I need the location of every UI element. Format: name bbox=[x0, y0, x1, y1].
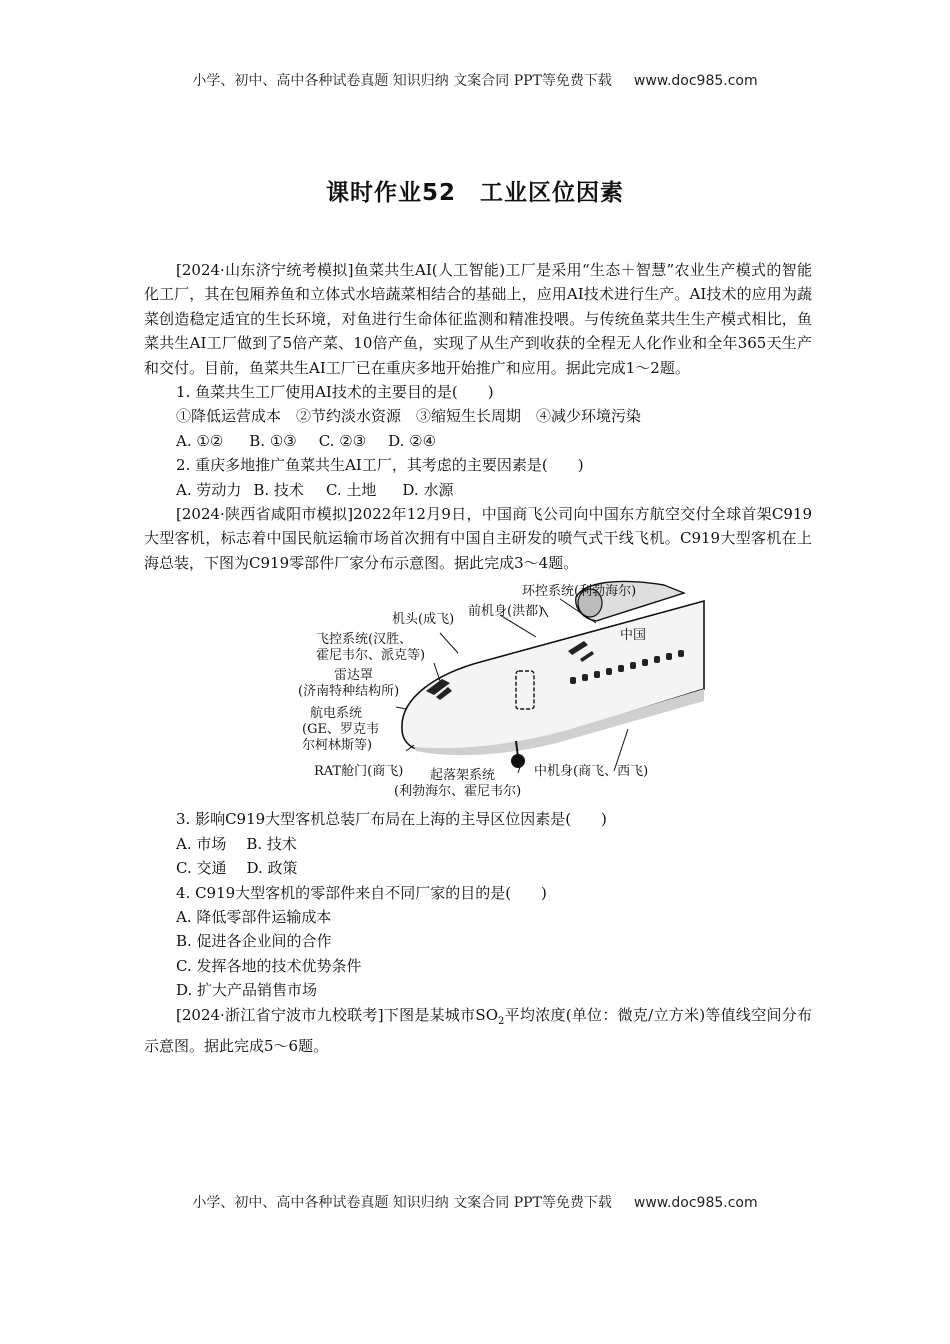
question-1-stem: 1. 鱼菜共生工厂使用AI技术的主要目的是( ) bbox=[176, 383, 494, 402]
header-site: www.doc985.com bbox=[633, 73, 758, 89]
label-avionics-3: 尔柯林斯等) bbox=[302, 738, 373, 754]
main-content bbox=[144, 258, 812, 1058]
label-env-control: 环控系统(利勃海尔) bbox=[522, 584, 637, 600]
q4-option-a: A. 降低零部件运输成本 bbox=[176, 907, 332, 926]
q2-option-d: D. 水源 bbox=[402, 480, 454, 499]
q3-option-d: D. 政策 bbox=[246, 859, 298, 878]
q4-option-b: B. 促进各企业间的合作 bbox=[176, 932, 332, 951]
label-radome-1: 雷达罩 bbox=[334, 668, 374, 684]
passage-3-subscript: 2 bbox=[498, 1015, 505, 1027]
label-mid-body: 中机身(商飞、西飞) bbox=[534, 764, 649, 780]
label-gear-1: 起落架系统 bbox=[430, 768, 496, 784]
label-avionics-2: (GE、罗克韦 bbox=[302, 722, 379, 738]
fuselage-label: 中国 bbox=[620, 628, 647, 644]
question-1-items: ①降低运营成本 ②节约淡水资源 ③缩短生长周期 ④减少环境污染 bbox=[176, 407, 642, 426]
q4-option-c: C. 发挥各地的技术优势条件 bbox=[176, 956, 362, 975]
label-nose: 机头(成飞) bbox=[392, 612, 455, 628]
page-header bbox=[0, 70, 950, 90]
label-radome-2: (济南特种结构所) bbox=[298, 684, 400, 700]
passage-3-after: 平均浓度(单位：微克/立方米)等值线空间分布示意图。据此完成5～6题。 bbox=[144, 1005, 812, 1055]
question-1-options bbox=[144, 429, 812, 453]
q3-option-a: A. 市场 bbox=[176, 834, 227, 853]
label-flight-ctrl-2: 霍尼韦尔、派克等) bbox=[316, 648, 426, 664]
header-text: 小学、初中、高中各种试卷真题 知识归纳 文案合同 PPT等免费下载 bbox=[192, 73, 612, 89]
passage-2: [2024·陕西省咸阳市模拟]2022年12月9日，中国商飞公司向中国东方航空交付全球首架C919大型客机，标志着中国民航运输市场首次拥有中国自主研发的喷气式干线飞机。C919大型客机在上海总装，下图为C919零部件厂家分布示意图。据此完成3～4题。 bbox=[144, 505, 812, 572]
c919-aircraft-diagram bbox=[144, 579, 812, 801]
label-front-body: 前机身(洪都) bbox=[468, 604, 544, 620]
label-avionics-1: 航电系统 bbox=[310, 706, 363, 722]
nose-gear-wheel bbox=[511, 754, 525, 768]
passage-1: [2024·山东济宁统考模拟]鱼菜共生AI(人工智能)工厂是采用“生态＋智慧”农业生产模式的智能化工厂，其在包厢养鱼和立体式水培蔬菜相结合的基础上，应用AI技术进行生产。AI技术的应用为蔬菜创造稳定适宜的生长环境，对鱼进行生命体征监测和精准投喂。与传统鱼菜共生生产模式相比，鱼菜共生AI工厂做到了5倍产菜、10倍产鱼，实现了从生产到收获的全程无人化作业和全年365天生产和交付。目前，鱼菜共生AI工厂已在重庆多地开始推广和应用。据此完成1～2题。 bbox=[144, 261, 812, 377]
q1-option-d: D. ②④ bbox=[388, 431, 437, 450]
q2-option-c: C. 土地 bbox=[325, 480, 377, 499]
q3-option-b: B. 技术 bbox=[246, 834, 297, 853]
question-3-options-row-1 bbox=[144, 832, 812, 856]
label-flight-ctrl-1: 飞控系统(汉胜、 bbox=[316, 632, 413, 648]
q2-option-a: A. 劳动力 bbox=[176, 480, 242, 499]
q1-option-a: A. ①② bbox=[176, 431, 224, 450]
label-gear-2: (利勃海尔、霍尼韦尔) bbox=[394, 784, 522, 800]
question-2-stem: 2. 重庆多地推广鱼菜共生AI工厂，其考虑的主要因素是( ) bbox=[176, 456, 584, 475]
q1-option-c: C. ②③ bbox=[318, 431, 367, 450]
q3-option-c: C. 交通 bbox=[176, 859, 227, 878]
passage-3-before: [2024·浙江省宁波市九校联考]下图是某城市SO bbox=[176, 1005, 499, 1024]
question-4-stem: 4. C919大型客机的零部件来自不同厂家的目的是( ) bbox=[176, 883, 547, 902]
q4-option-d: D. 扩大产品销售市场 bbox=[176, 981, 318, 1000]
question-3-stem: 3. 影响C919大型客机总装厂布局在上海的主导区位因素是( ) bbox=[176, 810, 607, 829]
q2-option-b: B. 技术 bbox=[253, 480, 304, 499]
c919-parts-figure bbox=[144, 579, 812, 801]
question-3-options-row-2 bbox=[144, 856, 812, 880]
question-2-options bbox=[144, 478, 812, 502]
footer-text: 小学、初中、高中各种试卷真题 知识归纳 文案合同 PPT等免费下载 bbox=[192, 1195, 612, 1211]
q1-option-b: B. ①③ bbox=[249, 431, 297, 450]
page-footer bbox=[0, 1192, 950, 1212]
page-title: 课时作业52 工业区位因素 bbox=[325, 180, 624, 206]
passage-3 bbox=[144, 1003, 812, 1059]
footer-site: www.doc985.com bbox=[633, 1195, 758, 1211]
label-rat: RAT舱门(商飞) bbox=[314, 764, 404, 780]
